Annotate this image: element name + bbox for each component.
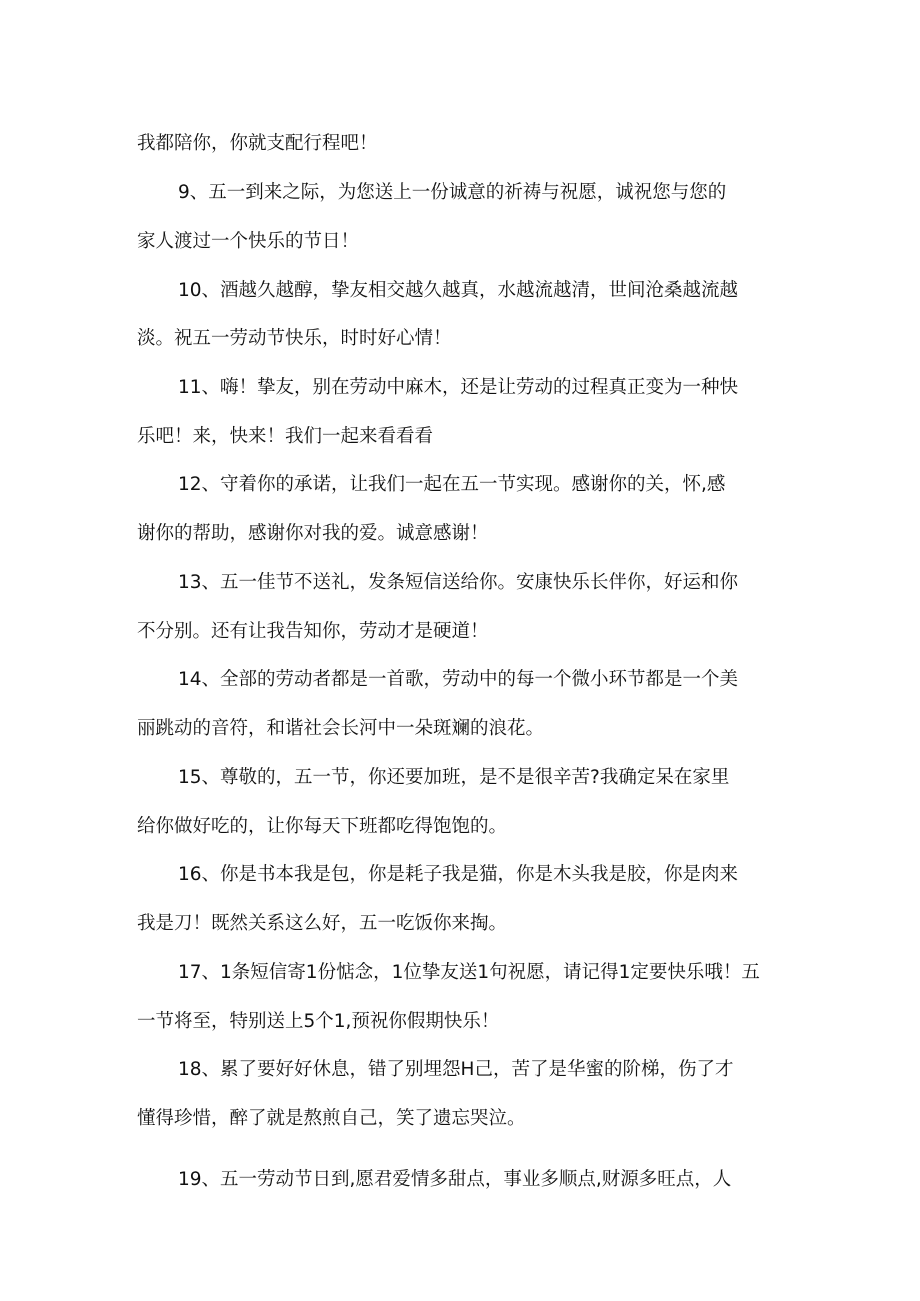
text-line: 懂得珍惜，醉了就是熬煎自己，笑了遗忘哭泣。 [137,1108,526,1129]
text-line: 18、累了要好好休息，错了别埋怨H己，苦了是华蜜的阶梯，伤了才 [178,1059,734,1080]
text-line: 丽跳动的音符，和谐社会长河中一朵斑斓的浪花。 [137,718,545,739]
text-line: 一节将至，特别送上5个1,预祝你假期快乐！ [137,1011,500,1032]
text-line: 16、你是书本我是包，你是耗子我是猫，你是木头我是胶，你是肉来 [178,864,739,885]
text-line: 13、五一佳节不送礼，发条短信送给你。安康快乐长伴你，好运和你 [178,572,739,593]
text-line: 我都陪你，你就支配行程吧！ [137,133,378,154]
text-line: 10、酒越久越醇，挚友相交越久越真，水越流越清，世间沧桑越流越 [178,280,739,301]
text-line: 我是刀！既然关系这么好，五一吃饭你来掏。 [137,913,508,934]
text-line: 淡。祝五一劳动节快乐，时时好心情！ [137,328,452,349]
text-line: 给你做好吃的，让你每天下班都吃得饱饱的。 [137,816,508,837]
text-line: 12、守着你的承诺，让我们一起在五一节实现。感谢你的关，怀,感 [178,474,726,495]
text-line: 11、嗨！挚友，别在劳动中麻木，还是让劳动的过程真正变为一种快 [178,377,739,398]
text-line: 9、五一到来之际，为您送上一份诚意的祈祷与祝愿，诚祝您与您的 [178,182,727,203]
text-line: 不分别。还有让我告知你，劳动才是硬道！ [137,621,489,642]
text-line: 14、全部的劳动者都是一首歌，劳动中的每一个微小环节都是一个美 [178,669,739,690]
text-line: 家人渡过一个快乐的节日！ [137,231,360,252]
text-line: 17、1条短信寄1份惦念，1位挚友送1句祝愿，请记得1定要快乐哦！五 [178,962,760,983]
text-line: 15、尊敬的，五一节，你还要加班，是不是很辛苦?我确定呆在家里 [178,767,730,788]
text-line: 谢你的帮助，感谢你对我的爱。诚意感谢！ [137,523,489,544]
text-line: 19、五一劳动节日到,愿君爱情多甜点，事业多顺点,财源多旺点，人 [178,1169,732,1190]
text-line: 乐吧！来，快来！我们一起来看看看 [137,426,434,447]
